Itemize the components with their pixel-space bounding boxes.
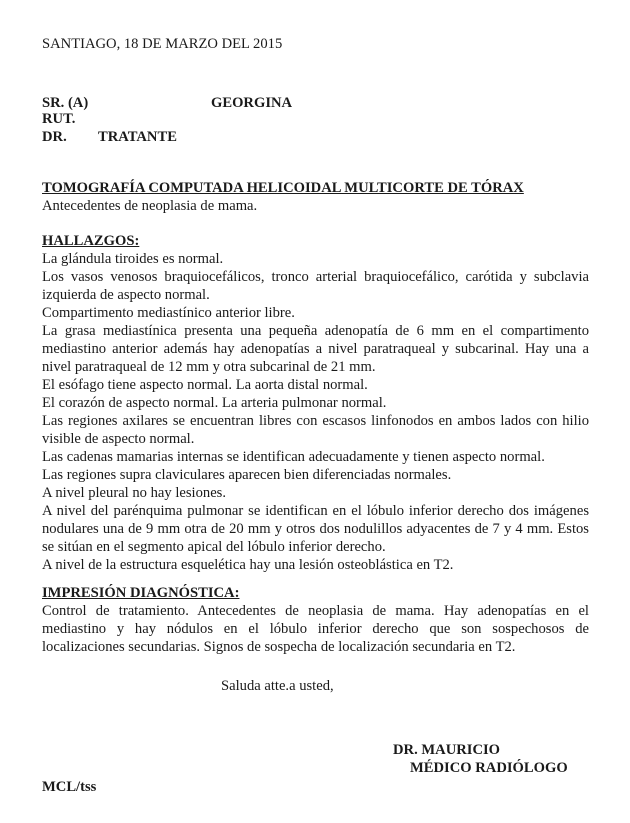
finding-line: A nivel del parénquima pulmonar se identifican en el lóbulo inferior derecho dos imágenes nodulares una de 9 mm otra de 20 mm y otros dos nodulillos adyacentes de 7 y 4 mm. Estos se sitúan en el segmento apical del lóbulo inferior derecho. <box>42 503 589 555</box>
patient-name: GEORGINA <box>211 95 293 111</box>
findings-section <box>42 232 589 574</box>
finding-line: Compartimento mediastínico anterior libre. <box>42 305 295 321</box>
impression-heading: IMPRESIÓN DIAGNÓSTICA: <box>42 585 240 601</box>
finding-line: El corazón de aspecto normal. La arteria pulmonar normal. <box>42 395 387 411</box>
closing-line: Saluda atte.a usted, <box>221 678 334 694</box>
exam-history: Antecedentes de neoplasia de mama. <box>42 198 258 214</box>
exam-title: TOMOGRAFÍA COMPUTADA HELICOIDAL MULTICORTE DE TÓRAX <box>42 180 524 196</box>
impression-text: Control de tratamiento. Antecedentes de neoplasia de mama. Hay adenopatías en el mediastino y hay nódulos en el lóbulo inferior derecho que son sospechosos de localizaciones secundarias. Signos de sospecha de localización secundaria en T2. <box>42 603 589 655</box>
signature-role: MÉDICO RADIÓLOGO <box>410 760 568 776</box>
findings-heading: HALLAZGOS: <box>42 233 140 249</box>
finding-line: Las regiones supra claviculares aparecen bien diferenciadas normales. <box>42 467 452 483</box>
finding-line: Los vasos venosos braquiocefálicos, tronco arterial braquiocefálico, carótida y subclavia izquierda de aspecto normal. <box>42 269 589 303</box>
typist-initials: MCL/tss <box>42 779 97 795</box>
doctor-label: DR. <box>42 129 67 145</box>
date-line: SANTIAGO, 18 DE MARZO DEL 2015 <box>42 36 283 52</box>
signature-name: DR. MAURICIO <box>393 742 501 758</box>
doctor-value: TRATANTE <box>98 129 177 145</box>
finding-line: A nivel de la estructura esquelética hay una lesión osteoblástica en T2. <box>42 557 454 573</box>
finding-line: A nivel pleural no hay lesiones. <box>42 485 227 501</box>
finding-line: Las cadenas mamarias internas se identifican adecuadamente y tienen aspecto normal. <box>42 449 545 465</box>
finding-line: Las regiones axilares se encuentran libres con escasos linfonodos en ambos lados con hilio visible de aspecto normal. <box>42 413 589 447</box>
finding-line: El esófago tiene aspecto normal. La aorta distal normal. <box>42 377 368 393</box>
patient-label: SR. (A) <box>42 95 89 111</box>
finding-line: La glándula tiroides es normal. <box>42 251 224 267</box>
finding-line: La grasa mediastínica presenta una pequeña adenopatía de 6 mm en el compartimento mediastino anterior además hay adenopatías a nivel paratraqueal y subcarinal. Hay una a nivel paratraqueal de 12 mm y otra subcarinal de 21 mm. <box>42 323 589 375</box>
rut-label: RUT. <box>42 111 76 127</box>
impression-section <box>42 584 589 656</box>
